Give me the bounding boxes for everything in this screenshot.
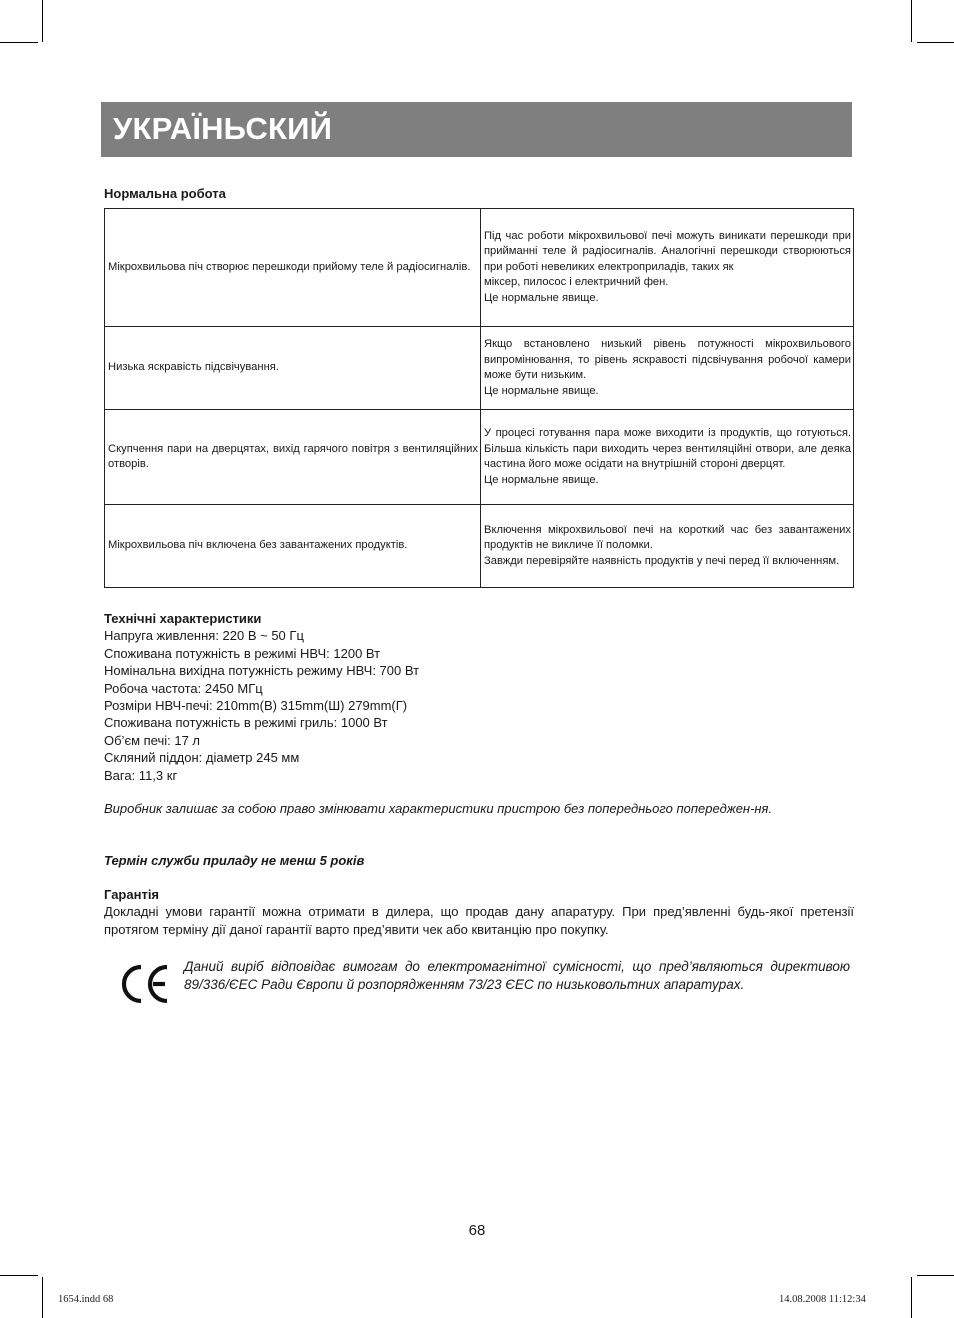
ce-mark-icon [117,962,171,1006]
cause-cell [481,327,854,410]
table-row [105,327,854,410]
cause-cell [481,209,854,327]
cause-cell [481,410,854,505]
crop-mark [42,1277,43,1318]
cause-line: Це нормальне явище. [484,473,599,486]
specifications-heading: Технічні характеристики [104,611,262,626]
language-title: УКРАЇНЬСКИЙ [113,111,333,146]
spec-line: Номінальна вихідна потужність режиму НВЧ: 700 Вт [104,663,420,679]
spec-line: Робоча частота: 2450 МГц [104,680,263,696]
cause-line: Під час роботи мікрохвильової печі можуть виникати перешкоди при прийманні теле й радіосигналів. Аналогічні перешкоди створюються при роботі невеликих електроприладів, таких як [484,229,851,273]
slug-timestamp: 14.08.2008 11:12:34 [779,1294,866,1305]
cause-line: Це нормальне явище. [484,291,599,304]
spec-line: Споживана потужність в режимі гриль: 1000 Вт [104,715,388,731]
ce-compliance-statement: Даний виріб відповідає вимогам до електромагнітної сумісності, що пред’являються директивою 89/336/ЄЕС Ради Європи й розпорядженням 73/23 ЄЕС по низьковольтних апаратурах. [184,959,850,992]
spec-line: Об’єм печі: 17 л [104,732,201,748]
cause-cell [481,505,854,588]
spec-line: Споживана потужність в режимі НВЧ: 1200 Вт [104,645,381,661]
language-header [101,102,852,157]
cause-line: Це нормальне явище. [484,384,599,397]
table-row [105,209,854,327]
warranty-heading: Гарантія [104,887,160,902]
problem-cell: Мікрохвильова піч створює перешкоди прийому теле й радіосигналів. [105,209,481,327]
crop-mark [0,1275,38,1276]
problem-cell: Низька яскравість підсвічування. [105,327,481,410]
spec-line: Напруга живлення: 220 В ~ 50 Гц [104,628,304,644]
cause-line: міксер, пилосос і електричний фен. [484,276,669,289]
slug-file: 1654.indd 68 [58,1294,114,1305]
crop-mark [0,42,38,43]
crop-mark [917,1275,954,1276]
spec-line: Скляний піддон: діаметр 245 мм [104,750,300,766]
page-number: 68 [468,1222,486,1239]
cause-line: Якщо встановлено низький рівень потужності мікрохвильового випромінювання, то рівень яскравості підсвічування робочої камери може бути низьким. [484,338,851,381]
table-row [105,410,854,505]
warranty-block [104,886,854,938]
crop-mark [911,0,912,42]
cause-line: Включення мікрохвильової печі на короткий час без завантажених продуктів не викличе її поломки. [484,523,851,552]
crop-mark [917,42,954,43]
table-row [105,505,854,588]
problem-cell: Скупчення пари на дверцятах, вихід гарячого повітря з вентиляційних отворів. [105,410,481,505]
cause-line: У процесі готування пара може виходити із продуктів, що готуються. Більша кількість пари виходить через вентиляційні отвори, але деяка частина його може осідати на внутрішній стороні дверцят. [484,427,851,470]
normal-operation-heading: Нормальна робота [104,186,226,201]
crop-mark [911,1277,912,1318]
warranty-text: Докладні умови гарантії можна отримати в дилера, що продав дану апаратуру. При пред’явленні будь-якої претензії протягом терміну дії даної гарантії варто пред’явити чек або квитанцію про покупку. [104,904,854,937]
specifications-block [104,610,854,784]
crop-mark [42,0,43,42]
spec-line: Розміри НВЧ-печі: 210mm(В) 315mm(Ш) 279mm(Г) [104,698,408,714]
manufacturer-note: Виробник залишає за собою право змінювати характеристики пристрою без попереднього попереджен-ня. [104,801,773,816]
spec-line: Вага: 11,3 кг [104,767,178,783]
problem-cell: Мікрохвильова піч включена без завантажених продуктів. [105,505,481,588]
cause-line: Завжди перевіряйте наявність продуктів у печі перед її включенням. [484,554,840,567]
normal-operation-table [104,208,854,588]
service-life-note: Термін служби приладу не менш 5 років [104,853,365,868]
